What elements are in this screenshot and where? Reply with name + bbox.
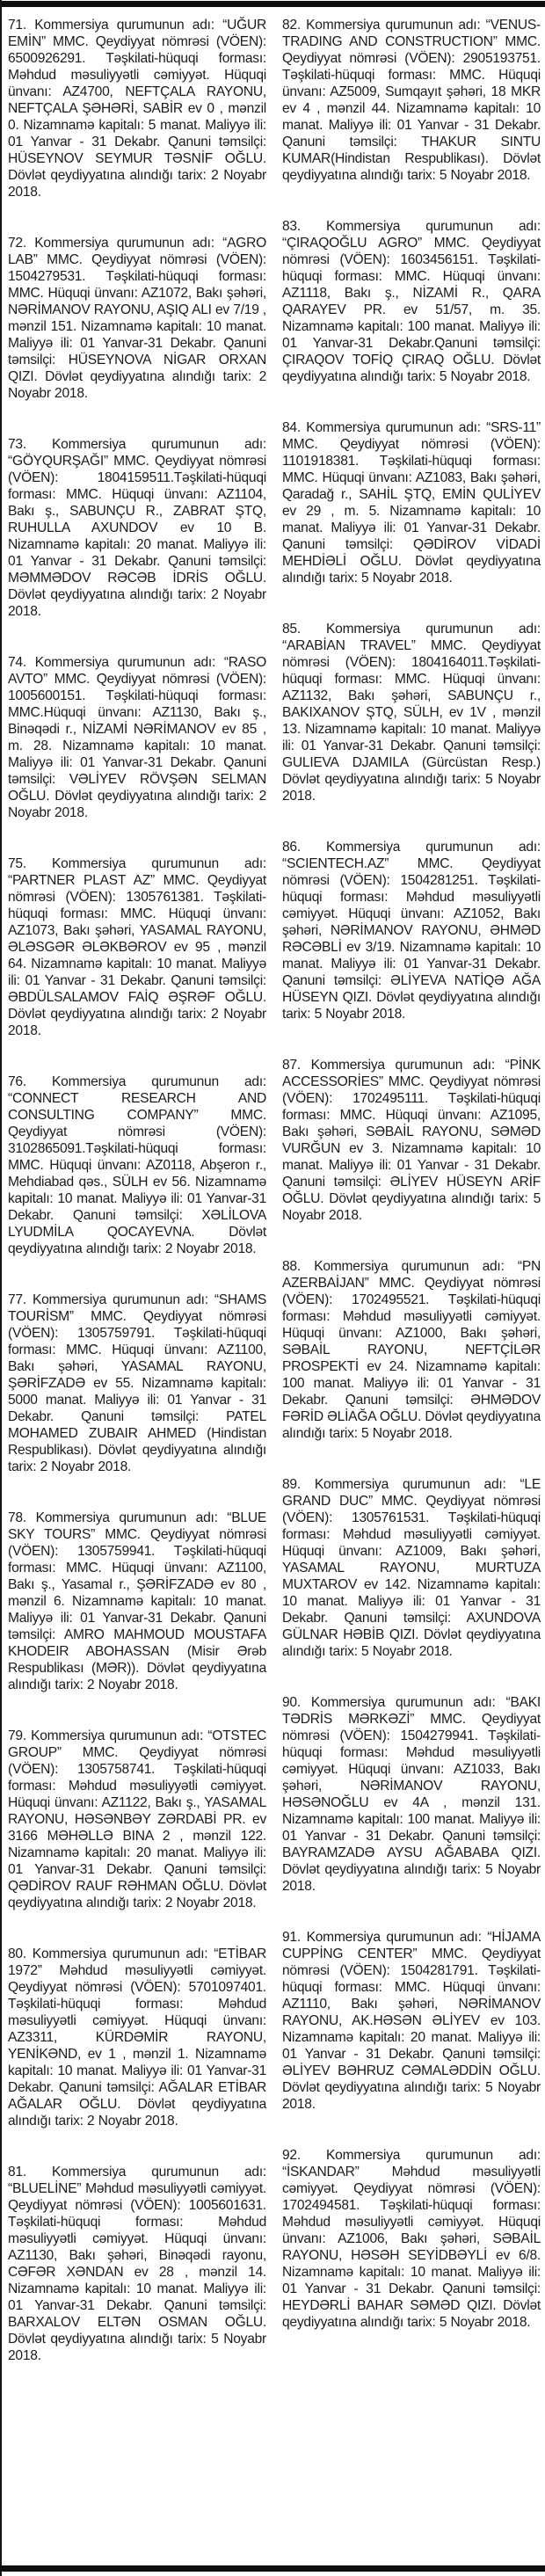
- registry-entry-87: 87. Kommersiya qurumunun adı: “PİNK ACCESSORİES” MMC. Qeydiyyat nömrəsi (VÖEN): 1702495111. Təşkilati-hüquqi forması: MMC. Hüquqi ünvanı: AZ1095, Bakı şəhəri, SƏBAİL RAYONU, SƏMƏD VURĞUN ev 3. Nizamnamə kapitalı: 10 manat. Maliyyə ili: 01 Yanvar - 31 Dekabr. Qanuni təmsilçi: ƏLİYEV HÜSEYN ARİF OĞLU. Dövlət qeydiyyatına alındığı tarix: 5 Noyabr 2018.: [282, 1058, 541, 1223]
- registry-column-right: [282, 17, 541, 2364]
- registry-entry-71: 71. Kommersiya qurumunun adı: “UĞUR EMİN” MMC. Qeydiyyat nömrəsi (VÖEN): 6500926291. Təşkilati-hüquqi forması: Məhdud məsuliyyətli cəmiyyət. Hüquqi ünvanı: AZ4700, NEFTÇALA RAYONU, NEFTÇALA ŞƏHƏRİ, SABİR ev 0 , mənzil 0. Nizamnamə kapitalı: 5 manat. Maliyyə ili: 01 Yanvar - 31 Dekabr. Qanuni təmsilçi: HÜSEYNOV SEYMUR TƏSNİF OĞLU. Dövlət qeydiyyatına alındığı tarix: 2 Noyabr 2018.: [8, 18, 266, 200]
- registry-entry-74: 74. Kommersiya qurumunun adı: “RASO AVTO” MMC. Qeydiyyat nömrəsi (VÖEN): 1005600151. Təşkilati-hüquqi forması: MMC.Hüquqi ünvanı: AZ1130, Bakı ş., Binəqədi r., NİZAMİ NƏRİMANOV ev 85 , m. 28. Nizamnamə kapitalı: 10 manat. Maliyyə ili: 01 Yanvar-31 Dekabr. Qanuni təmsilçi: VƏLİYEV RÖVŞƏN SELMAN OĞLU. Dövlət qeydiyyatına alındığı tarix: 2 Noyabr 2018.: [8, 655, 266, 820]
- left-edge-rule: [0, 0, 2, 2576]
- registry-entry-76: 76. Kommersiya qurumunun adı: “CONNECT RESEARCH AND CONSULTING COMPANY” MMC. Qeydiyyat nömrəsi (VÖEN): 3102865091.Təşkilati-hüquqi forması: MMC. Hüquqi ünvanı: AZ0118, Abşeron r., Mehdiabad qəs., SÜLH ev 56. Nizamnamə kapitalı: 10 manat. Maliyyə ili: 01 Yanvar-31 Dekabr. Qanuni təmsilçi: XƏLİLOVA LYUDMİLA QOCAYEVNA. Dövlət qeydiyyatına alındığı tarix: 2 Noyabr 2018.: [8, 1074, 266, 1256]
- registry-entry-72: 72. Kommersiya qurumunun adı: “AGRO LAB” MMC. Qeydiyyat nömrəsi (VÖEN): 1504279531. Təşkilati-hüquqi forması: MMC. Hüquqi ünvanı: AZ1072, Bakı şəhəri, NƏRİMANOV RAYONU, AŞIQ ALI ev 7/19 , mənzil 151. Nizamnamə kapitalı: 10 manat. Maliyyə ili: 01 Yanvar-31 Dekabr. Qanuni təmsilçi: HÜSEYNOVA NİGAR ORXAN QIZI. Dövlət qeydiyyatına alındığı tarix: 2 Noyabr 2018.: [8, 236, 266, 401]
- registry-entry-80: 80. Kommersiya qurumunun adı: “ETİBAR 1972” Məhdud məsuliyyətli cəmiyyət. Qeydiyyat nömrəsi (VÖEN): 5701097401. Təşkilati-hüquqi forması: Məhdud məsuliyyətli cəmiyyət. Hüquqi ünvanı: AZ3311, KÜRDƏMİR RAYONU, YENİKƏND, ev 1 , mənzil 1. Nizamnamə kapitalı: 10 manat. Maliyyə ili: 01 Yanvar-31 Dekabr. Qanuni təmsilçi: AĞALAR ETİBAR AĞALAR OĞLU. Dövlət qeydiyyatına alındığı tarix: 2 Noyabr 2018.: [8, 1947, 266, 2128]
- bottom-rule: [0, 2565, 545, 2572]
- registry-entry-90: 90. Kommersiya qurumunun adı: “BAKI TƏDRİS MƏRKƏZİ” MMC. Qeydiyyat nömrəsi (VÖEN): 1504279941. Təşkilati-hüquqi forması: Məhdud məsuliyyətli cəmiyyət. Hüquqi ünvanı: AZ1033, Bakı şəhəri, NƏRİMANOV RAYONU, HƏSƏNOĞLU ev 4A , mənzil 131. Nizamnamə kapitalı: 100 manat. Maliyyə ili: 01 Yanvar - 31 Dekabr. Qanuni təmsilçi: BAYRAMZADƏ AYSU AĞABABA QIZI. Dövlət qeydiyyatına alındığı tarix: 5 Noyabr 2018.: [282, 1695, 541, 1894]
- registry-entry-78: 78. Kommersiya qurumunun adı: “BLUE SKY TOURS” MMC. Qeydiyyat nömrəsi (VÖEN): 1305759941. Təşkilati-hüquqi forması: MMC. Hüquqi ünvanı: AZ1100, Bakı ş., Yasamal r., ŞƏRİFZADƏ ev 80 , mənzil 6. Nizamnamə kapitalı: 10 manat. Maliyyə ili: 01 Yanvar-31 Dekabr. Qanuni təmsilçi: AMRO MAHMOUD MOUSTAFA KHODEIR ABOHASSAN (Misir Ərəb Respublikası (MƏR)). Dövlət qeydiyyatına alındığı tarix: 2 Noyabr 2018.: [8, 1510, 266, 1692]
- registry-entry-84: 84. Kommersiya qurumunun adı: “SRS-11” MMC. Qeydiyyat nömrəsi (VÖEN): 1101918381. Təşkilati-hüquqi forması: MMC. Hüquqi ünvanı: AZ1083, Bakı şəhəri, Qaradağ r., SAHİL ŞTQ, EMİN QULİYEV ev 29 , m. 5. Nizamnamə kapitalı: 10 manat. Maliyyə ili: 01 Yanvar-31 Dekabr. Qanuni təmsilçi: QƏDİROV VİDADİ MEHDİƏLİ OĞLU. Dövlət qeydiyyatına alındığı tarix: 5 Noyabr 2018.: [282, 420, 541, 586]
- registry-entry-83: 83. Kommersiya qurumunun adı: “ÇIRAQOĞLU AGRO” MMC. Qeydiyyat nömrəsi (VÖEN): 1603456151. Təşkilati-hüquqi forması: MMC. Hüquqi ünvanı: AZ1118, Bakı ş., NİZAMİ R., QARA QARAYEV PR. ev 51/57, m. 35. Nizamnamə kapitalı: 100 manat. Maliyyə ili: 01 Yanvar-31 Dekabr.Qanuni təmsilçi: ÇIRAQOV TOFİQ ÇIRAQ OĞLU. Dövlət qeydiyyatına alındığı tarix: 5 Noyabr 2018.: [282, 219, 541, 384]
- registry-entry-82: 82. Kommersiya qurumunun adı: “VENUS-TRADING AND CONSTRUCTION” MMC. Qeydiyyat nömrəsi (VÖEN): 2905193751. Təşkilati-hüquqi forması: MMC. Hüquqi ünvanı: AZ5009, Sumqayıt şəhəri, 18 MKR ev 4 , mənzil 44. Nizamnamə kapitalı: 10 manat. Maliyyə ili: 01 Yanvar - 31 Dekabr. Qanuni təmsilçi: THAKUR SINTU KUMAR(Hindistan Respublikası). Dövlət qeydiyyatına alındığı tarix: 5 Noyabr 2018.: [282, 18, 541, 183]
- top-rule: [0, 1, 545, 7]
- registry-columns: [8, 17, 541, 2364]
- registry-entry-77: 77. Kommersiya qurumunun adı: “SHAMS TOURİSM” MMC. Qeydiyyat nömrəsi (VÖEN): 1305759791. Təşkilati-hüquqi forması: MMC. Hüquqi ünvanı: AZ1100, Bakı şəhəri, YASAMAL RAYONU, ŞƏRİFZADƏ ev 55. Nizamnamə kapitalı: 5000 manat. Maliyyə ili: 01 Yanvar - 31 Dekabr. Qanuni təmsilçi: PATEL MOHAMED ZUBAIR AHMED (Hindistan Respublikası). Dövlət qeydiyyatına alındığı tarix: 2 Noyabr 2018.: [8, 1292, 266, 1474]
- registry-entry-91: 91. Kommersiya qurumunun adı: “HİJAMA CUPPİNG CENTER” MMC. Qeydiyyat nömrəsi (VÖEN): 1504281791. Təşkilati-hüquqi forması: MMC. Hüquqi ünvanı: AZ1110, Bakı şəhəri, NƏRİMANOV RAYONU, AK.HƏSƏN ƏLİYEV ev 103. Nizamnamə kapitalı: 20 manat. Maliyyə ili: 01 Yanvar - 31 Dekabr. Qanuni təmsilçi: ƏLİYEV BƏHRUZ CƏMALƏDDİN OĞLU. Dövlət qeydiyyatına alındığı tarix: 5 Noyabr 2018.: [282, 1930, 541, 2112]
- registry-entry-89: 89. Kommersiya qurumunun adı: “LE GRAND DUC” MMC. Qeydiyyat nömrəsi (VÖEN): 1305761531. Təşkilati-hüquqi forması: Məhdud məsuliyyətli cəmiyyət. Hüquqi ünvanı: AZ1009, Bakı şəhəri, YASAMAL RAYONU, MURTUZA MUXTAROV ev 142. Nizamnamə kapitalı: 10 manat. Maliyyə ili: 01 Yanvar - 31 Dekabr. Qanuni təmsilçi: AXUNDOVA GÜLNAR HƏBİB QIZI. Dövlət qeydiyyatına alındığı tarix: 5 Noyabr 2018.: [282, 1477, 541, 1659]
- registry-entry-85: 85. Kommersiya qurumunun adı: “ARABİAN TRAVEL” MMC. Qeydiyyat nömrəsi (VÖEN): 1804164011.Təşkilati-hüquqi forması: MMC. Hüquqi ünvanı: AZ1132, Bakı şəhəri, SABUNÇU r., BAKIXANOV ŞTQ, SÜLH, ev 1V , mənzil 13. Nizamnamə kapitalı: 10 manat. Maliyyə ili: 01 Yanvar-31 Dekabr. Qanuni təmsilçi: GULIEVA DJAMILA (Gürcüstan Resp.) Dövlət qeydiyyatına alındığı tarix: 5 Noyabr 2018.: [282, 622, 541, 804]
- registry-column-left: [8, 17, 266, 2364]
- registry-entry-81: 81. Kommersiya qurumunun adı: “BLUELİNE” Məhdud məsuliyyətli cəmiyyət. Qeydiyyat nömrəsi (VÖEN): 1005601631. Təşkilati-hüquqi forması: Məhdud məsuliyyətli cəmiyyət. Hüquqi ünvanı: AZ1130, Bakı şəhəri, Binəqədi rayonu, CƏFƏR XƏNDAN ev 28 , mənzil 14. Nizamnamə kapitalı: 10 manat. Maliyyə ili: 01 Yanvar-31 Dekabr. Qanuni təmsilçi: BARXALOV ELTƏN OSMAN OĞLU. Dövlət qeydiyyatına alındığı tarix: 5 Noyabr 2018.: [8, 2165, 266, 2363]
- registry-entry-79: 79. Kommersiya qurumunun adı: “OTSTEC GROUP” MMC. Qeydiyyat nömrəsi (VÖEN): 1305758741. Təşkilati-hüquqi forması: Məhdud məsuliyyətli cəmiyyət. Hüquqi ünvanı: AZ1122, Bakı ş., YASAMAL RAYONU, HƏSƏNBƏY ZƏRDABİ PR. ev 3166 MƏHƏLLƏ BINA 2 , mənzil 122. Nizamnamə kapitalı: 20 manat. Maliyyə ili: 01 Yanvar-31 Dekabr. Qanuni təmsilçi: QƏDİROV RAUF RƏHMAN OĞLU. Dövlət qeydiyyatına alındığı tarix: 2 Noyabr 2018.: [8, 1728, 266, 1910]
- registry-entry-75: 75. Kommersiya qurumunun adı: “PARTNER PLAST AZ” MMC. Qeydiyyat nömrəsi (VÖEN): 1305761381. Təşkilati-hüquqi forması: MMC. Hüquqi ünvanı: AZ1073, Bakı şəhəri, YASAMAL RAYONU, ƏLƏSGƏR ƏLƏKBƏROV ev 95 , mənzil 64. Nizamnamə kapitalı: 10 manat. Maliyyə ili: 01 Yanvar - 31 Dekabr. Qanuni təmsilçi: ƏBDÜLSALAMOV FAİQ ƏŞRƏF OĞLU. Dövlət qeydiyyatına alındığı tarix: 2 Noyabr 2018.: [8, 856, 266, 1038]
- registry-entry-92: 92. Kommersiya qurumunun adı: “İSKANDAR” Məhdud məsuliyyətli cəmiyyət. Qeydiyyat nömrəsi (VÖEN): 1702494581. Təşkilati-hüquqi forması: Məhdud məsuliyyətli cəmiyyət. Hüquqi ünvanı: AZ1006, Bakı şəhəri, SƏBAİL RAYONU, HƏSƏH SEYİDBƏYLİ ev 6/8. Nizamnamə kapitalı: 10 manat. Maliyyə ili: 01 Yanvar - 31 Dekabr. Qanuni təmsilçi: HEYDƏRLİ BAHAR SƏMƏD QIZI. Dövlət qeydiyyatına alındığı tarix: 5 Noyabr 2018.: [282, 2148, 541, 2330]
- registry-entry-86: 86. Kommersiya qurumunun adı: “SCIENTECH.AZ” MMC. Qeydiyyat nömrəsi (VÖEN): 1504281251. Təşkilati-hüquqi forması: Məhdud məsuliyyətli cəmiyyət. Hüquqi ünvanı: AZ1052, Bakı şəhəri, NƏRİMANOV RAYONU, ƏHMƏD RƏCƏBLİ ev 3/19. Nizamnamə kapitalı: 10 manat. Maliyyə ili: 01 Yanvar-31 Dekabr. Qanuni təmsilçi: ƏLİYEVA NATİQƏ AĞA HÜSEYN QIZI. Dövlət qeydiyyatına alındığı tarix: 5 Noyabr 2018.: [282, 840, 541, 1022]
- registry-entry-88: 88. Kommersiya qurumunun adı: “PN AZERBAİJAN” MMC. Qeydiyyat nömrəsi (VÖEN): 1702495521. Təşkilati-hüquqi forması: Məhdud məsuliyyətli cəmiyyət. Hüquqi ünvanı: AZ1000, Bakı şəhəri, SƏBAİL RAYONU, NEFTÇİLƏR PROSPEKTİ ev 24. Nizamnamə kapitalı: 100 manat. Maliyyə ili: 01 Yanvar - 31 Dekabr. Qanuni təmsilçi: ƏHMƏDOV FƏRİD ƏLİAĞA OĞLU. Dövlət qeydiyyatına alındığı tarix: 5 Noyabr 2018.: [282, 1259, 541, 1441]
- registry-entry-73: 73. Kommersiya qurumunun adı: “GÖYQURŞAĞI” MMC. Qeydiyyat nömrəsi (VÖEN): 1804159511.Təşkilati-hüquqi forması: MMC. Hüquqi ünvanı: AZ1104, Bakı ş., SABUNÇU R., ZABRAT ŞTQ, RUHULLA AXUNDOV ev 10 B. Nizamnamə kapitalı: 20 manat. Maliyyə ili: 01 Yanvar - 31 Dekabr. Qanuni təmsilçi: MƏMMƏDOV RƏCƏB İDRİS OĞLU. Dövlət qeydiyyatına alındığı tarix: 2 Noyabr 2018.: [8, 437, 266, 619]
